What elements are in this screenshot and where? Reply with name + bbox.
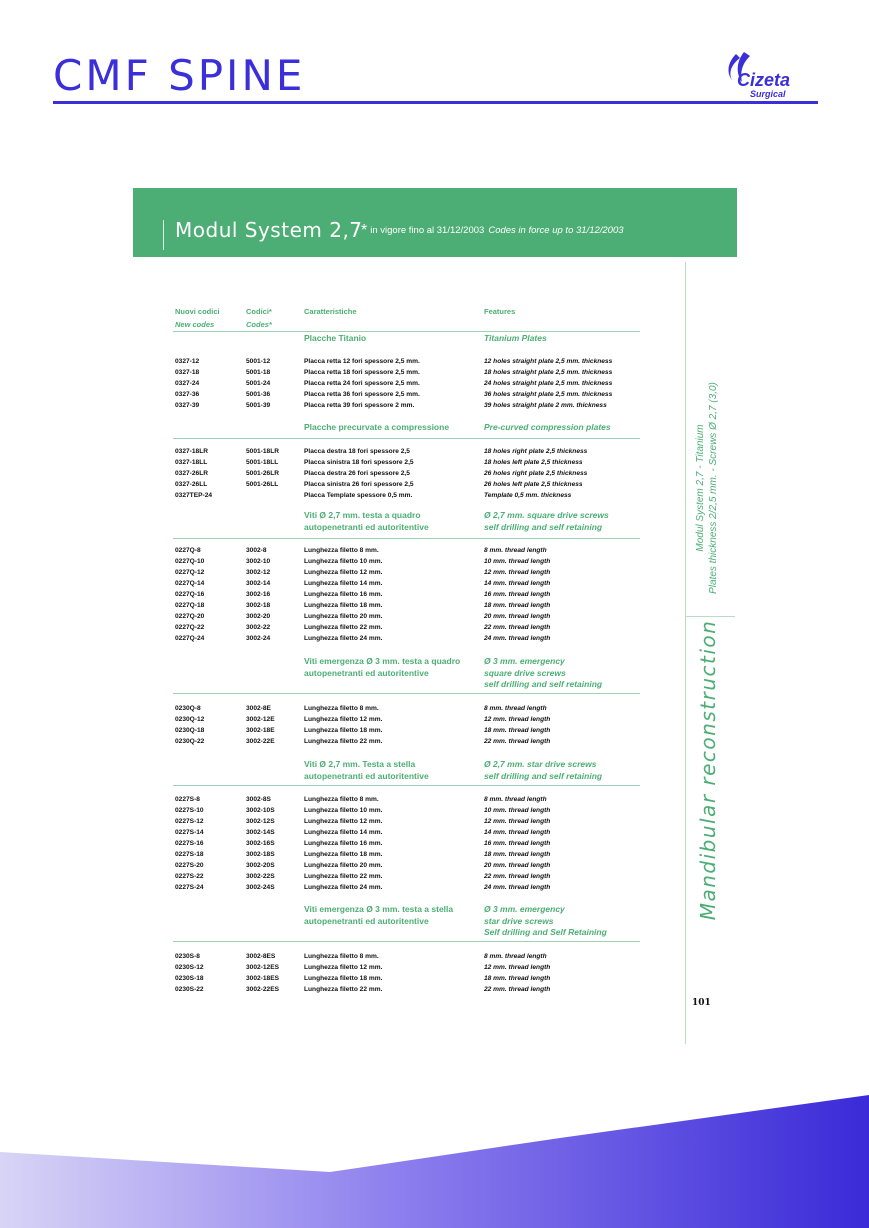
description-en-cell: 14 mm. thread length (484, 580, 551, 588)
column-header-features-it: Caratteristiche (304, 307, 357, 316)
old-code-cell: 3002-22E (246, 738, 275, 746)
sidebar-section-title: Mandibular reconstruction (696, 619, 720, 921)
old-code-cell: 3002-18E (246, 727, 275, 735)
column-header-new-codes (175, 305, 220, 331)
new-code-cell: 0227S-22 (175, 873, 204, 881)
table-row (0, 805, 869, 816)
section-title-it (304, 904, 453, 927)
description-en-cell: 26 holes right plate 2,5 thickness (484, 470, 588, 478)
description-it-cell: Lunghezza filetto 10 mm. (304, 558, 383, 565)
section-title-it-line: Viti emergenza Ø 3 mm. testa a stella (304, 904, 454, 914)
page-number: 101 (692, 998, 711, 1008)
old-code-cell: 3002-10S (246, 807, 275, 814)
table-row (0, 736, 869, 747)
description-it-cell: Placca sinistra 18 fori spessore 2,5 (304, 459, 414, 467)
section-title-it-line: autopenetranti ed autoritentive (304, 770, 429, 781)
old-code-cell: 5001-24 (246, 380, 271, 388)
banner-note-en: Codes in force up to 31/12/2003 (488, 225, 624, 236)
description-it-cell: Lunghezza filetto 8 mm. (304, 705, 379, 712)
description-en-cell: 12 holes straight plate 2,5 mm. thickness (484, 358, 613, 365)
old-code-cell: 3002-24S (246, 884, 275, 892)
old-code-cell: 3002-8 (246, 547, 267, 554)
description-en-cell: 16 mm. thread length (484, 591, 551, 599)
section-title-it-line: autopenetranti ed autoritentive (304, 667, 429, 678)
column-header-codes-en: Codes* (246, 320, 272, 329)
table-row (0, 556, 869, 567)
description-it-cell: Lunghezza filetto 14 mm. (304, 829, 383, 837)
new-code-cell: 0327-26LR (175, 470, 208, 478)
section-title-en-line: Pre-curved compression plates (484, 422, 611, 432)
banner-title: Modul System 2,7 (175, 218, 363, 242)
new-code-cell: 0227S-10 (175, 807, 204, 814)
old-code-cell: 3002-12ES (246, 964, 279, 971)
table-row (0, 446, 869, 457)
section-rule (173, 538, 640, 539)
description-en-cell: 18 holes right plate 2,5 thickness (484, 448, 588, 455)
logo-text: Cizeta (737, 70, 791, 90)
new-code-cell: 0230Q-18 (175, 727, 205, 735)
table-row (0, 860, 869, 871)
description-it-cell: Lunghezza filetto 12 mm. (304, 716, 383, 723)
description-en-cell: 22 mm. thread length (484, 738, 551, 746)
table-row (0, 816, 869, 827)
table-row (0, 714, 869, 725)
section-title-en-line: Titanium Plates (484, 333, 547, 343)
new-code-cell: 0227Q-20 (175, 613, 205, 621)
description-en-cell: 24 mm. thread length (484, 884, 551, 892)
description-en-cell: 12 mm. thread length (484, 964, 551, 971)
section-title-en-line: square drive screws (484, 667, 566, 678)
description-it-cell: Lunghezza filetto 8 mm. (304, 953, 379, 960)
description-en-cell: 18 mm. thread length (484, 851, 551, 859)
column-header-codes-it: Codici* (246, 307, 272, 316)
description-it-cell: Placca retta 12 fori spessore 2,5 mm. (304, 358, 420, 365)
description-en-cell: Template 0,5 mm. thickness (484, 492, 572, 500)
description-it-cell: Lunghezza filetto 8 mm. (304, 547, 379, 554)
sidebar-top-line1: Modul System 2,7 - Titanium (695, 424, 706, 552)
banner-note-it: in vigore fino al 31/12/2003 (370, 225, 485, 236)
description-en-cell: 14 mm. thread length (484, 829, 551, 837)
new-code-cell: 0227Q-12 (175, 569, 205, 577)
old-code-cell: 3002-18ES (246, 975, 279, 983)
old-code-cell: 3002-22S (246, 873, 275, 881)
description-en-cell: 12 mm. thread length (484, 569, 551, 577)
description-en-cell: 20 mm. thread length (484, 613, 551, 621)
table-row (0, 794, 869, 805)
new-code-cell: 0327-18LL (175, 459, 208, 467)
description-it-cell: Lunghezza filetto 18 mm. (304, 727, 383, 735)
description-en-cell: 26 holes left plate 2,5 thickness (484, 481, 583, 489)
old-code-cell: 3002-8ES (246, 953, 276, 960)
section-title-it-line: Viti emergenza Ø 3 mm. testa a quadro (304, 656, 461, 666)
table-row (0, 725, 869, 736)
description-it-cell: Lunghezza filetto 12 mm. (304, 569, 383, 577)
section-title-it (304, 422, 449, 434)
section-title-it-line: autopenetranti ed autoritentive (304, 915, 429, 926)
description-en-cell: 24 holes straight plate 2,5 mm. thickness (484, 380, 613, 388)
old-code-cell: 3002-20 (246, 613, 271, 621)
new-code-cell: 0327-18 (175, 369, 200, 377)
table-row (0, 611, 869, 622)
new-code-cell: 0327-39 (175, 402, 200, 410)
section-title-it (304, 510, 429, 533)
old-code-cell: 3002-10 (246, 558, 271, 565)
description-it-cell: Lunghezza filetto 12 mm. (304, 964, 383, 971)
table-row (0, 468, 869, 479)
table-row (0, 600, 869, 611)
table-row (0, 400, 869, 411)
description-it-cell: Placca retta 24 fori spessore 2,5 mm. (304, 380, 420, 388)
section-title-en-line: Ø 3 mm. emergency (484, 656, 565, 666)
table-row (0, 567, 869, 578)
description-it-cell: Lunghezza filetto 22 mm. (304, 738, 383, 746)
table-row (0, 973, 869, 984)
table-row (0, 871, 869, 882)
description-it-cell: Lunghezza filetto 22 mm. (304, 624, 383, 632)
description-it-cell: Placca retta 39 fori spessore 2 mm. (304, 402, 415, 410)
footer-decoration (0, 1080, 869, 1228)
description-en-cell: 18 mm. thread length (484, 602, 551, 610)
new-code-cell: 0227S-8 (175, 796, 200, 803)
description-it-cell: Lunghezza filetto 16 mm. (304, 840, 383, 848)
table-row (0, 490, 869, 501)
description-it-cell: Placca retta 18 fori spessore 2,5 mm. (304, 369, 420, 377)
new-code-cell: 0227S-12 (175, 818, 204, 826)
description-en-cell: 12 mm. thread length (484, 818, 551, 826)
section-title-it (304, 333, 366, 345)
description-en-cell: 22 mm. thread length (484, 873, 551, 881)
description-it-cell: Lunghezza filetto 8 mm. (304, 796, 379, 803)
description-it-cell: Placca sinistra 26 fori spessore 2,5 (304, 481, 414, 489)
table-row (0, 633, 869, 644)
description-en-cell: 24 mm. thread length (484, 635, 551, 643)
section-title-en-line: Self drilling and Self Retaining (484, 927, 607, 937)
description-it-cell: Lunghezza filetto 20 mm. (304, 862, 383, 870)
old-code-cell: 3002-18S (246, 851, 275, 859)
banner-note (361, 222, 624, 240)
new-code-cell: 0227S-18 (175, 851, 204, 859)
description-it-cell: Placca destra 18 fori spessore 2,5 (304, 448, 410, 455)
old-code-cell: 3002-24 (246, 635, 271, 643)
sidebar-top-line2: Plates thickness 2/2,5 mm. - Screws Ø 2,7 (3,0) (708, 382, 719, 594)
table-row (0, 962, 869, 973)
section-title-en-line: Ø 3 mm. emergency (484, 904, 565, 914)
table-row (0, 589, 869, 600)
description-en-cell: 18 mm. thread length (484, 975, 551, 983)
old-code-cell: 3002-22 (246, 624, 271, 632)
section-title-en (484, 904, 607, 939)
new-code-cell: 0230Q-12 (175, 716, 205, 723)
old-code-cell: 5001-26LL (246, 481, 279, 489)
table-row (0, 849, 869, 860)
description-en-cell: 22 mm. thread length (484, 624, 551, 632)
section-rule (173, 785, 640, 786)
section-title-it-line: Viti Ø 2,7 mm. testa a quadro (304, 510, 421, 520)
description-en-cell: 8 mm. thread length (484, 705, 547, 712)
description-en-cell: 20 mm. thread length (484, 862, 551, 870)
old-code-cell: 5001-18LL (246, 459, 279, 467)
new-code-cell: 0227Q-10 (175, 558, 205, 565)
banner-note-star: * (361, 222, 368, 239)
section-title-en-line: Ø 2,7 mm. star drive screws (484, 759, 597, 769)
table-row (0, 703, 869, 714)
section-title-en-line: Ø 2,7 mm. square drive screws (484, 510, 609, 520)
description-it-cell: Lunghezza filetto 18 mm. (304, 975, 383, 983)
section-title-en (484, 759, 602, 782)
table-row (0, 545, 869, 556)
description-it-cell: Lunghezza filetto 18 mm. (304, 602, 383, 610)
description-en-cell: 12 mm. thread length (484, 716, 551, 723)
old-code-cell: 5001-12 (246, 358, 271, 365)
table-row (0, 882, 869, 893)
section-title-it (304, 759, 429, 782)
new-code-cell: 0327-18LR (175, 448, 208, 455)
table-row (0, 356, 869, 367)
section-title-en-line: self drilling and self retaining (484, 521, 603, 532)
description-en-cell: 39 holes straight plate 2 mm. thickness (484, 402, 607, 410)
new-code-cell: 0227Q-24 (175, 635, 205, 643)
description-en-cell: 18 mm. thread length (484, 727, 551, 735)
section-title-en (484, 333, 547, 345)
section-title-it-line: Viti Ø 2,7 mm. Testa a stella (304, 759, 416, 769)
description-en-cell: 8 mm. thread length (484, 953, 547, 960)
old-code-cell: 5001-39 (246, 402, 271, 410)
new-code-cell: 0227Q-22 (175, 624, 205, 632)
old-code-cell: 3002-12S (246, 818, 275, 826)
old-code-cell: 5001-18 (246, 369, 271, 377)
new-code-cell: 0327-26LL (175, 481, 208, 489)
description-en-cell: 8 mm. thread length (484, 547, 547, 554)
description-it-cell: Lunghezza filetto 20 mm. (304, 613, 383, 621)
table-row (0, 838, 869, 849)
description-it-cell: Lunghezza filetto 22 mm. (304, 873, 383, 881)
table-row (0, 827, 869, 838)
description-it-cell: Lunghezza filetto 22 mm. (304, 986, 383, 994)
new-code-cell: 0230S-18 (175, 975, 204, 983)
old-code-cell: 3002-14 (246, 580, 271, 588)
description-en-cell: 22 mm. thread length (484, 986, 551, 994)
table-row (0, 457, 869, 468)
new-code-cell: 0230Q-22 (175, 738, 205, 746)
table-row (0, 622, 869, 633)
description-it-cell: Lunghezza filetto 12 mm. (304, 818, 383, 826)
old-code-cell: 3002-22ES (246, 986, 279, 994)
table-row (0, 378, 869, 389)
old-code-cell: 3002-16S (246, 840, 275, 848)
description-en-cell: 10 mm. thread length (484, 807, 551, 814)
old-code-cell: 5001-36 (246, 391, 271, 399)
old-code-cell: 3002-20S (246, 862, 275, 870)
table-row (0, 479, 869, 490)
new-code-cell: 0327TEP-24 (175, 492, 213, 500)
description-it-cell: Placca retta 36 fori spessore 2,5 mm. (304, 391, 420, 399)
section-title-it-line: autopenetranti ed autoritentive (304, 521, 429, 532)
old-code-cell: 5001-26LR (246, 470, 279, 478)
section-title-it (304, 656, 460, 679)
section-title-en (484, 422, 611, 434)
section-title-en-line: self drilling and self retaining (484, 679, 603, 689)
table-row (0, 367, 869, 378)
new-code-cell: 0227S-20 (175, 862, 204, 870)
new-code-cell: 0327-12 (175, 358, 200, 365)
section-rule (173, 438, 640, 439)
column-header-new-codes-it: Nuovi codici (175, 307, 220, 316)
new-code-cell: 0230S-8 (175, 953, 200, 960)
description-en-cell: 36 holes straight plate 2,5 mm. thickness (484, 391, 613, 399)
description-it-cell: Lunghezza filetto 18 mm. (304, 851, 383, 859)
column-header-codes (246, 305, 272, 331)
column-header-features-en: Features (484, 307, 516, 316)
banner-divider (163, 220, 164, 250)
table-row (0, 389, 869, 400)
section-title-it-line: Placche precurvate a compressione (304, 422, 450, 432)
section-title-it-line: Placche Titanio (304, 333, 367, 343)
section-rule (173, 941, 640, 942)
table-row (0, 578, 869, 589)
new-code-cell: 0230S-12 (175, 964, 204, 971)
section-rule (173, 693, 640, 694)
new-code-cell: 0230Q-8 (175, 705, 201, 712)
description-it-cell: Lunghezza filetto 16 mm. (304, 591, 383, 599)
description-en-cell: 16 mm. thread length (484, 840, 551, 848)
table-row (0, 951, 869, 962)
description-en-cell: 8 mm. thread length (484, 796, 547, 803)
table-row (0, 984, 869, 995)
new-code-cell: 0227Q-14 (175, 580, 205, 588)
section-title-en-line: self drilling and self retaining (484, 770, 603, 781)
section-title-en-line: star drive screws (484, 915, 554, 926)
new-code-cell: 0327-24 (175, 380, 200, 388)
old-code-cell: 3002-8S (246, 796, 271, 803)
brand-title: CMF SPINE (53, 51, 306, 100)
old-code-cell: 3002-8E (246, 705, 271, 712)
description-it-cell: Placca destra 26 fori spessore 2,5 (304, 470, 410, 478)
new-code-cell: 0227S-24 (175, 884, 204, 892)
description-it-cell: Lunghezza filetto 10 mm. (304, 807, 383, 814)
old-code-cell: 3002-12E (246, 716, 275, 723)
column-header-new-codes-en: New codes (175, 320, 215, 329)
section-rule (173, 331, 640, 332)
brand-rule (53, 101, 818, 104)
description-it-cell: Lunghezza filetto 24 mm. (304, 635, 383, 643)
section-title-en (484, 656, 602, 691)
section-title-en (484, 510, 609, 533)
old-code-cell: 3002-18 (246, 602, 271, 610)
description-it-cell: Lunghezza filetto 14 mm. (304, 580, 383, 588)
old-code-cell: 3002-14S (246, 829, 275, 837)
old-code-cell: 5001-18LR (246, 448, 279, 455)
new-code-cell: 0227S-16 (175, 840, 204, 848)
old-code-cell: 3002-16 (246, 591, 271, 599)
description-it-cell: Placca Template spessore 0,5 mm. (304, 492, 413, 500)
description-en-cell: 18 holes straight plate 2,5 mm. thickness (484, 369, 613, 377)
new-code-cell: 0227S-14 (175, 829, 204, 837)
new-code-cell: 0227Q-16 (175, 591, 205, 599)
logo-subtext: Surgical (750, 89, 786, 99)
new-code-cell: 0230S-22 (175, 986, 204, 994)
description-en-cell: 10 mm. thread length (484, 558, 551, 565)
new-code-cell: 0227Q-8 (175, 547, 201, 554)
section-banner (133, 188, 737, 257)
new-code-cell: 0327-36 (175, 391, 200, 399)
description-en-cell: 18 holes left plate 2,5 thickness (484, 459, 583, 467)
new-code-cell: 0227Q-18 (175, 602, 205, 610)
description-it-cell: Lunghezza filetto 24 mm. (304, 884, 383, 892)
old-code-cell: 3002-12 (246, 569, 271, 577)
